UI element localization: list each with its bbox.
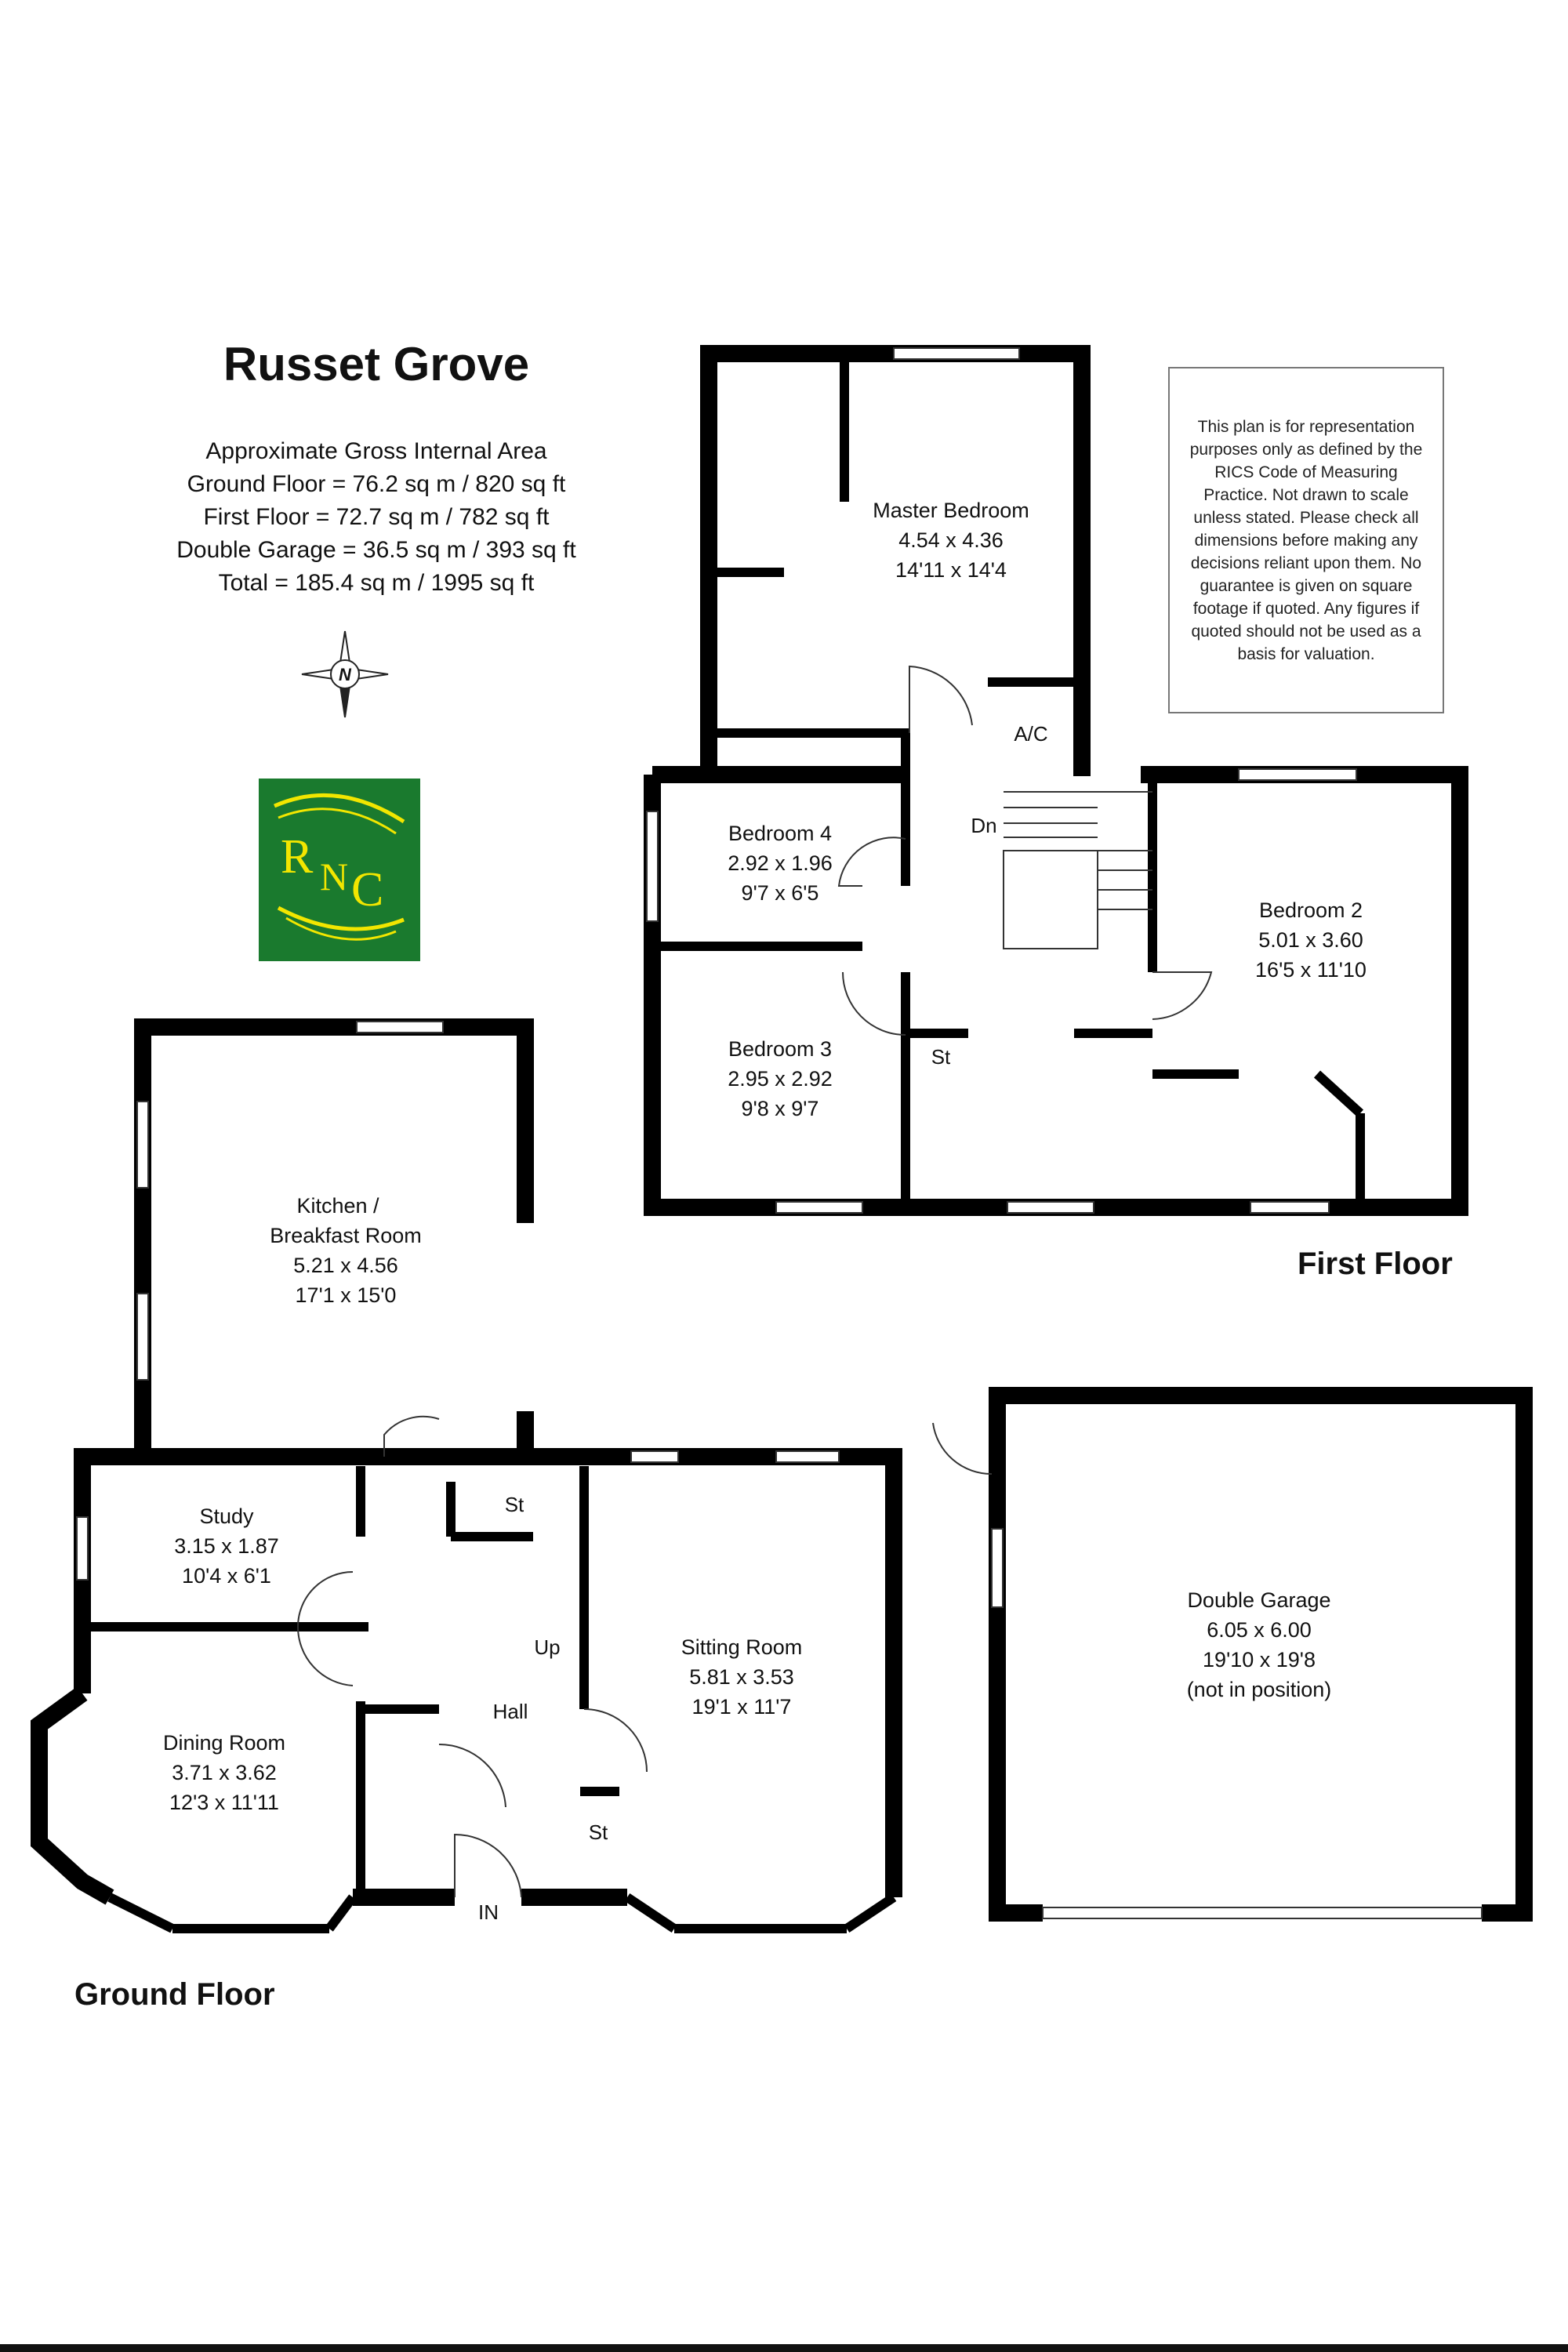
sitting-metric: 5.81 x 3.53: [689, 1665, 794, 1689]
garage-name: Double Garage: [1187, 1588, 1331, 1612]
bedroom2-imperial: 16'5 x 11'10: [1255, 958, 1367, 982]
logo-letter-n: N: [320, 855, 349, 898]
sitting-st-label: St: [588, 1820, 608, 1844]
bedroom2-name: Bedroom 2: [1258, 898, 1363, 922]
entry-label: IN: [478, 1900, 499, 1924]
stairs-up-label: Up: [534, 1635, 561, 1659]
bedroom4-name: Bedroom 4: [728, 822, 833, 845]
area-line-first: First Floor = 72.7 sq m / 782 sq ft: [203, 504, 550, 530]
study-name: Study: [199, 1504, 254, 1528]
area-line-garage: Double Garage = 36.5 sq m / 393 sq ft: [176, 537, 576, 563]
area-line-total: Total = 185.4 sq m / 1995 sq ft: [218, 570, 535, 596]
kitchen-metric: 5.21 x 4.56: [293, 1254, 398, 1277]
dining-imperial: 12'3 x 11'11: [169, 1791, 279, 1814]
garage-metric: 6.05 x 6.00: [1207, 1618, 1312, 1642]
first-floor-st-label: St: [931, 1045, 951, 1069]
bedroom4-metric: 2.92 x 1.96: [728, 851, 833, 875]
compass-letter: N: [339, 665, 351, 684]
master-bedroom-metric: 4.54 x 4.36: [898, 528, 1004, 552]
bedroom3-imperial: 9'8 x 9'7: [741, 1097, 819, 1120]
logo-letter-r: R: [281, 830, 314, 884]
dining-name: Dining Room: [162, 1731, 286, 1755]
dining-metric: 3.71 x 3.62: [172, 1761, 277, 1784]
kitchen-name-1: Kitchen /: [296, 1194, 379, 1218]
area-heading: Approximate Gross Internal Area: [205, 438, 547, 464]
property-title: Russet Grove: [223, 338, 530, 390]
bedroom3-metric: 2.95 x 2.92: [728, 1067, 833, 1091]
stairs-down-label: Dn: [971, 814, 997, 837]
bedroom4-imperial: 9'7 x 6'5: [741, 881, 819, 905]
bedroom3-name: Bedroom 3: [728, 1037, 833, 1061]
sitting-imperial: 19'1 x 11'7: [691, 1695, 792, 1719]
garage-note: (not in position): [1186, 1678, 1332, 1701]
area-line-ground: Ground Floor = 76.2 sq m / 820 sq ft: [187, 471, 566, 497]
study-metric: 3.15 x 1.87: [174, 1534, 279, 1558]
sitting-name: Sitting Room: [681, 1635, 803, 1659]
ac-label: A/C: [1014, 722, 1048, 746]
first-floor-title: First Floor: [1298, 1247, 1453, 1281]
bedroom2-metric: 5.01 x 3.60: [1258, 928, 1363, 952]
master-bedroom-imperial: 14'11 x 14'4: [895, 558, 1007, 582]
hall-st-label: St: [504, 1493, 524, 1516]
master-bedroom-name: Master Bedroom: [873, 499, 1029, 522]
study-imperial: 10'4 x 6'1: [182, 1564, 271, 1588]
bottom-divider: [0, 2344, 1568, 2352]
hall-label: Hall: [492, 1700, 528, 1723]
kitchen-name-2: Breakfast Room: [270, 1224, 422, 1247]
disclaimer-box: This plan is for representation purposes only as defined by the RICS Code of Measuring Practice. Not drawn to scale unless stated. Please check all dimensions before making any decisions reliant upon them. No guarantee is given on square footage if quoted. Any figures if quoted should not be used as a basis for valuation.: [1168, 367, 1444, 713]
logo-letter-c: C: [351, 863, 384, 916]
kitchen-imperial: 17'1 x 15'0: [295, 1283, 397, 1307]
garage-imperial: 19'10 x 19'8: [1203, 1648, 1316, 1671]
ground-floor-title: Ground Floor: [74, 1977, 275, 2012]
